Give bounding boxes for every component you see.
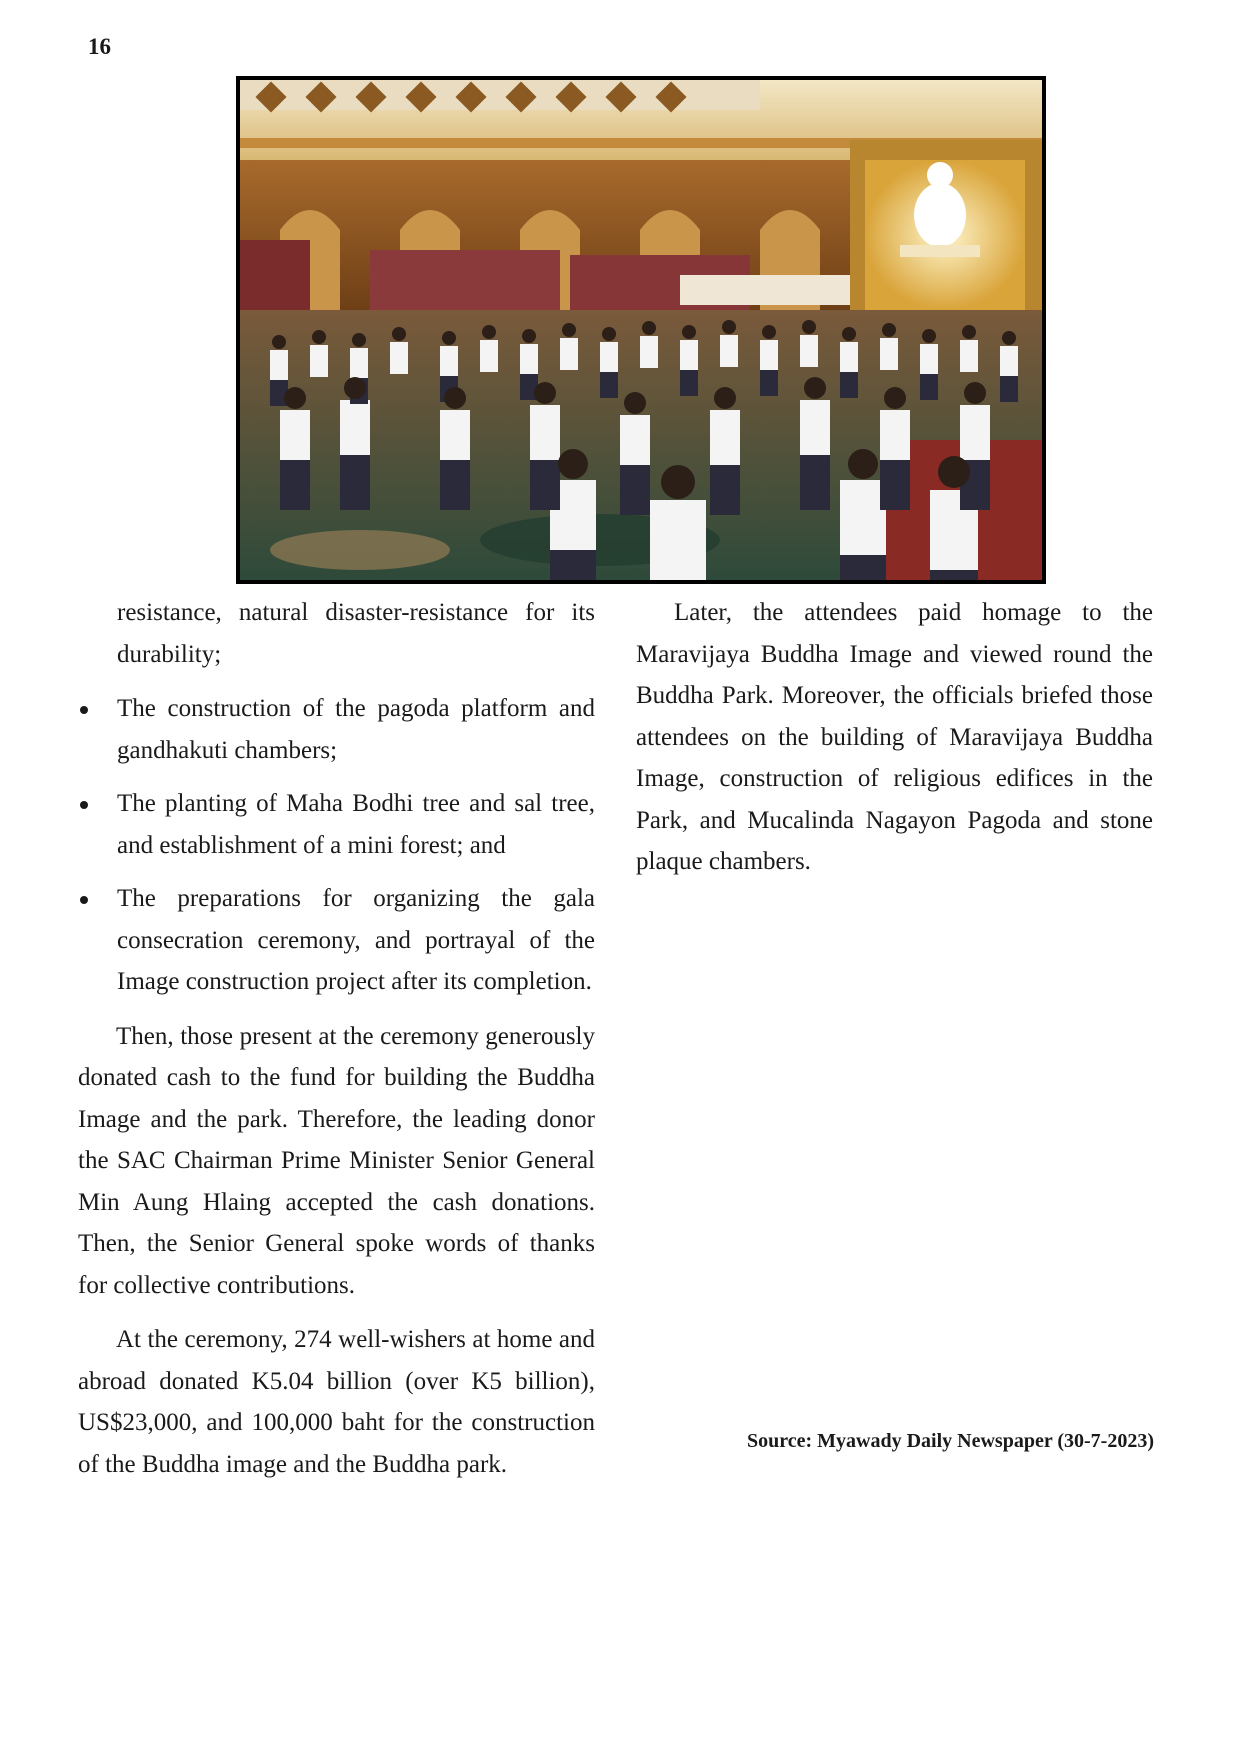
right-column <box>636 592 1153 896</box>
donation-amounts-paragraph: At the ceremony, 274 well-wishers at home and abroad donated K5.04 billion (over K5 billion), US$23,000, and 100,000 baht for the construction of the Buddha image and the Buddha park. <box>78 1326 595 1478</box>
bullet-list <box>78 688 595 1003</box>
bullet-text: The preparations for organizing the gala consecration ceremony, and portrayal of the Image construction project after its completion. <box>117 885 595 995</box>
left-column <box>78 592 595 1498</box>
list-item <box>78 878 595 1003</box>
bullet-icon <box>80 801 88 809</box>
bullet-text: The planting of Maha Bodhi tree and sal tree, and establishment of a mini forest; and <box>117 790 595 859</box>
continued-text: resistance, natural disaster-resistance for its durability; <box>117 599 595 668</box>
homage-paragraph: Later, the attendees paid homage to the Maravijaya Buddha Image and viewed round the Buddha Park. Moreover, the officials briefed those attendees on the building of Maravijaya Buddha Image, construction of religious edifices in the Park, and Mucalinda Nagayon Pagoda and stone plaque chambers. <box>636 599 1153 875</box>
ceremony-photo-illustration <box>240 80 1042 580</box>
bullet-icon <box>80 896 88 904</box>
bullet-icon <box>80 706 88 714</box>
ceremony-photo <box>236 76 1046 584</box>
donation-paragraph: Then, those present at the ceremony generously donated cash to the fund for building the Buddha Image and the park. Therefore, the leading donor the SAC Chairman Prime Minister Senior General Min Aung Hlaing accepted the cash donations. Then, the Senior General spoke words of thanks for collective contributions. <box>78 1022 595 1299</box>
list-item <box>78 688 595 771</box>
page-number: 16 <box>88 34 111 59</box>
list-item <box>78 783 595 866</box>
bullet-text: The construction of the pagoda platform and gandhakuti chambers; <box>117 695 595 764</box>
source-citation: Source: Myawady Daily Newspaper (30-7-2023) <box>746 1430 1154 1452</box>
